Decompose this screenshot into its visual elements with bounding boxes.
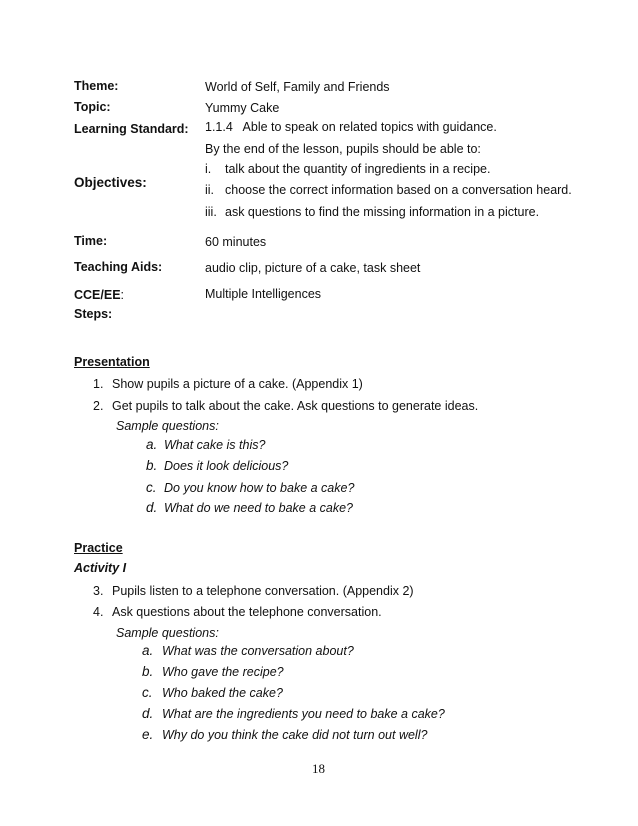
topic-value: Yummy Cake (205, 101, 280, 115)
step-text: Get pupils to talk about the cake. Ask questions to generate ideas. (112, 399, 479, 413)
time-label: Time: (74, 234, 108, 248)
steps-label: Steps: (74, 307, 113, 321)
question-text: What are the ingredients you need to bake a cake? (162, 707, 445, 721)
question-text: Who gave the recipe? (162, 665, 284, 679)
sample-questions-label: Sample questions: (116, 419, 219, 433)
objectives-intro: By the end of the lesson, pupils should be able to: (205, 142, 481, 156)
presentation-heading: Presentation (74, 355, 150, 369)
cce-colon: : (120, 288, 125, 302)
question-letter: b. (146, 458, 158, 473)
question-text: Do you know how to bake a cake? (164, 481, 355, 495)
time-value: 60 minutes (205, 235, 267, 249)
objective-num: iii. (205, 205, 217, 219)
teaching-aids-label: Teaching Aids: (74, 260, 163, 274)
theme-label: Theme: (74, 79, 119, 93)
step-text: Pupils listen to a telephone conversation. (Appendix 2) (112, 584, 414, 598)
topic-label: Topic: (74, 100, 111, 114)
sample-questions-label: Sample questions: (116, 626, 219, 640)
question-letter: d. (142, 706, 154, 721)
theme-value: World of Self, Family and Friends (205, 80, 390, 94)
objective-text: choose the correct information based on a conversation heard. (225, 183, 572, 197)
objectives-label: Objectives: (74, 175, 147, 190)
page-number: 18 (312, 761, 325, 776)
question-text: What cake is this? (164, 438, 266, 452)
step-num: 3. (93, 584, 104, 598)
question-letter: e. (142, 727, 154, 742)
question-text: Why do you think the cake did not turn out well? (162, 728, 428, 742)
question-text: What was the conversation about? (162, 644, 354, 658)
step-num: 2. (93, 399, 104, 413)
cce-label-wrap (74, 286, 124, 304)
question-letter: a. (142, 643, 154, 658)
question-text: Who baked the cake? (162, 686, 283, 700)
activity-heading: Activity I (74, 561, 127, 575)
learning-standard-label: Learning Standard: (74, 122, 189, 136)
question-letter: a. (146, 437, 158, 452)
question-letter: b. (142, 664, 154, 679)
objective-text: ask questions to find the missing information in a picture. (225, 205, 540, 219)
cce-value: Multiple Intelligences (205, 287, 322, 301)
objective-num: ii. (205, 183, 215, 197)
question-letter: c. (146, 480, 157, 495)
practice-heading: Practice (74, 541, 123, 555)
step-num: 4. (93, 605, 104, 619)
question-text: Does it look delicious? (164, 459, 289, 473)
question-letter: c. (142, 685, 153, 700)
teaching-aids-value: audio clip, picture of a cake, task sheet (205, 261, 421, 275)
question-letter: d. (146, 500, 158, 515)
objective-text: talk about the quantity of ingredients in a recipe. (225, 162, 491, 176)
step-text: Show pupils a picture of a cake. (Appendix 1) (112, 377, 363, 391)
step-num: 1. (93, 377, 104, 391)
step-text: Ask questions about the telephone conversation. (112, 605, 382, 619)
learning-standard-value: 1.1.4 Able to speak on related topics with guidance. (205, 120, 497, 134)
question-text: What do we need to bake a cake? (164, 501, 354, 515)
objective-num: i. (205, 162, 212, 176)
cce-label: CCE/EE (74, 288, 121, 302)
